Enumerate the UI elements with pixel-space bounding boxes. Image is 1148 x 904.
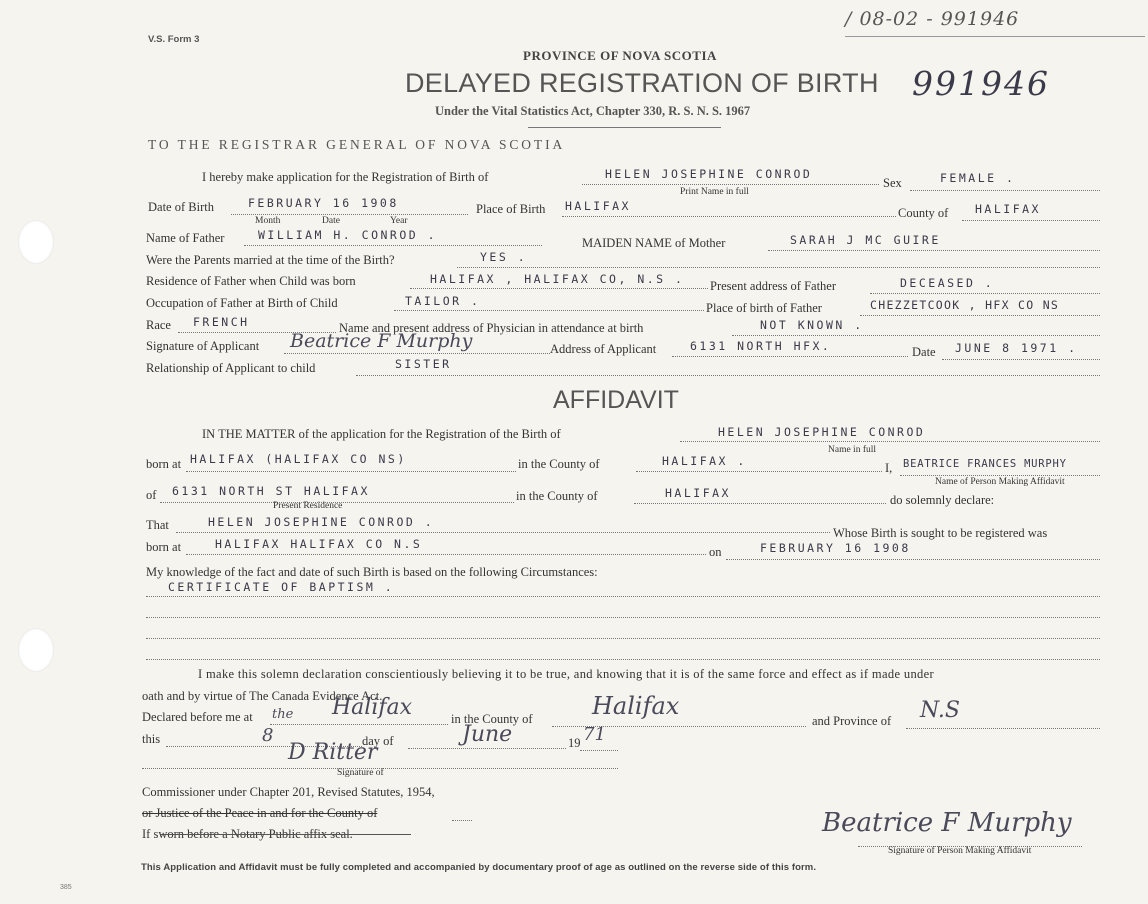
date-value: JUNE 8 1971 . [955,341,1078,355]
pob-value: HALIFAX [565,199,631,213]
province-label: and Province of [812,714,892,728]
applicant-address-label: Address of Applicant [550,342,657,356]
month-line [408,748,566,749]
year-prefix: 19 [568,736,581,750]
date-label: Date [912,345,936,359]
circumstance-value: CERTIFICATE OF BAPTISM . [168,580,395,594]
married-label: Were the Parents married at the time of the Birth? [146,253,395,267]
residence-caption: Present Residence [273,501,343,511]
sex-value: FEMALE . [940,171,1016,185]
year-caption: Year [390,216,408,226]
declared-before-label: Declared before me at [142,710,253,724]
father-pob-line [860,315,1100,316]
residence-label: Residence of Father when Child was born [146,274,356,288]
residence-line [410,288,708,289]
married-value: YES . [480,250,528,264]
signature-label: Signature of Applicant [146,339,260,353]
born-at-value: HALIFAX (HALIFAX CO NS) [190,452,407,466]
matter-child-name: HELEN JOSEPHINE CONROD [718,425,926,439]
physician-label: Name and present address of Physician in attendance at birth [339,321,644,335]
intro-label: I hereby make application for the Registration of Birth of [202,170,489,184]
registration-number: 991946 [912,64,1050,103]
circumstance-line-4 [146,659,1100,660]
county3-label: in the County of [451,712,533,726]
notary-strike [161,834,411,835]
addressee: TO THE REGISTRAR GENERAL OF NOVA SCOTIA [148,137,566,152]
date-caption: Date [322,216,340,226]
day-of-label: day of [362,734,394,748]
declared-at-value: Halifax [332,695,413,720]
county-of-label-2: in the County of [516,489,598,503]
affiant-sig-caption: Signature of Person Making Affidavit [888,846,1032,856]
physician-value: NOT KNOWN . [760,318,864,332]
whose-label: Whose Birth is sought to be registered was [833,526,1048,540]
father-label: Name of Father [146,231,225,245]
name-full-caption: Name in full [828,445,877,455]
that-name: HELEN JOSEPHINE CONROD . [208,515,435,529]
mother-line [768,250,1100,251]
form-subtitle: Under the Vital Statistics Act, Chapter 330, R. S. N. S. 1967 [435,104,751,118]
residence-value: HALIFAX , HALIFAX CO, N.S . [430,272,685,286]
pob-line [562,216,896,217]
present-address-value: DECEASED . [900,276,995,290]
present-address-label: Present address of Father [710,279,837,293]
father-pob-value: CHEZZETCOOK , HFX CO NS [870,298,1060,312]
county2-line [634,503,886,504]
father-line [244,245,542,246]
dob-label: Date of Birth [148,200,214,214]
born-on-line [726,559,1100,560]
year-line [580,750,618,751]
applicant-signature: Beatrice F Murphy [290,330,473,352]
jp-county-line [452,820,472,821]
county-of-line [636,471,882,472]
declare-label: do solemnly declare: [890,493,995,507]
province-heading: PROVINCE OF NOVA SCOTIA [523,48,717,63]
dob-line [231,214,468,215]
declared-at-line [270,724,448,725]
county-value: HALIFAX [975,202,1041,216]
born-at2-line [186,554,706,555]
declaration-text-2: oath and by virtue of The Canada Evidence Act. [142,689,383,703]
punch-hole-bottom [18,628,54,672]
ref-underline [845,36,1145,37]
county-line [962,220,1100,221]
of-label: of [146,488,157,502]
commissioner-line-1: Commissioner under Chapter 201, Revised Statutes, 1954, [142,785,435,799]
punch-hole-top [18,220,54,264]
affiant-signature: Beatrice F Murphy [822,808,1072,838]
affidavit-heading: AFFIDAVIT [553,386,679,414]
commissioner-line-3: If sworn before a Notary Public affix seal. [142,827,353,841]
father-value: WILLIAM H. CONROD . [258,228,438,242]
declaration-text-1: I make this solemn declaration conscientiously believing it to be true, and knowing that it is of the same force and effect as if made under [198,667,935,681]
race-label: Race [146,318,171,332]
sex-label: Sex [883,176,902,190]
pob-label: Place of Birth [476,202,546,216]
knowledge-label: My knowledge of the fact and date of such Birth is based on the following Circumstances: [146,565,598,579]
affiant-name: BEATRICE FRANCES MURPHY [903,458,1067,470]
sex-line [910,190,1100,191]
affiant-residence: 6131 NORTH ST HALIFAX [172,484,370,498]
declared-province-value: N.S [920,698,960,723]
form-id: V.S. Form 3 [148,34,200,45]
declared-province-line [906,728,1100,729]
affiant-line [900,475,1100,476]
print-name-caption: Print Name in full [680,187,749,197]
form-title: DELAYED REGISTRATION OF BIRTH [405,68,879,98]
commissioner-line-2: or Justice of the Peace in and for the County of [142,806,378,820]
signature-line [284,353,550,354]
this-label: this [142,732,161,746]
mother-value: SARAH J MC GUIRE [790,233,941,247]
born-at2-value: HALIFAX HALIFAX CO N.S [215,537,423,551]
child-name: HELEN JOSEPHINE CONROD [605,167,813,181]
day-value: 8 [262,725,274,746]
commissioner-signature: D Ritter [288,740,378,765]
child-name-line [582,184,879,185]
applicant-address-value: 6131 NORTH HFX. [690,339,832,353]
physician-line [732,335,1100,336]
born-at-label: born at [146,457,182,471]
affiant-caption: Name of Person Making Affidavit [935,477,1065,487]
occupation-line [394,310,704,311]
occupation-label: Occupation of Father at Birth of Child [146,296,338,310]
title-rule [528,127,721,128]
relationship-label: Relationship of Applicant to child [146,361,316,375]
mother-label: MAIDEN NAME of Mother [582,236,726,250]
declared-at-prefix: the [272,707,294,722]
declared-county-value: Halifax [592,692,680,720]
married-line [457,267,1100,268]
signature-of-caption: Signature of [337,768,384,778]
present-address-line [870,293,1100,294]
county2-value: HALIFAX [665,486,731,500]
that-label: That [146,518,169,532]
circumstance-line-3 [146,638,1100,639]
county-of-label: in the County of [518,457,600,471]
matter-name-line [680,441,1100,442]
on-label: on [709,545,722,559]
occupation-value: TAILOR . [405,294,481,308]
year-suffix-value: 71 [583,724,606,745]
ref-number: / 08-02 - 991946 [845,8,1020,30]
county-label: County of [898,206,949,220]
footer-code: 385 [60,884,72,891]
dob-value: FEBRUARY 16 1908 [248,196,399,210]
race-value: FRENCH [193,315,250,329]
circumstance-line-1 [146,596,1100,597]
circumstance-line-2 [146,617,1100,618]
date-line [942,359,1100,360]
father-pob-label: Place of birth of Father [706,301,822,315]
born-on-value: FEBRUARY 16 1908 [760,541,911,555]
born-at-label-2: born at [146,540,182,554]
month-value: June [462,722,513,747]
county-of-value: HALIFAX . [662,454,747,468]
matter-label: IN THE MATTER of the application for the Registration of the Birth of [202,427,561,441]
i-label: I, [885,461,893,475]
applicant-address-line [672,356,908,357]
relationship-line [356,375,1100,376]
that-line [176,532,830,533]
footer-notice: This Application and Affidavit must be fully completed and accompanied by documentary proof of age as outlined on the reverse side of this form. [141,862,817,873]
relationship-value: SISTER [395,357,452,371]
born-at-line [186,471,516,472]
month-caption: Month [255,216,281,226]
